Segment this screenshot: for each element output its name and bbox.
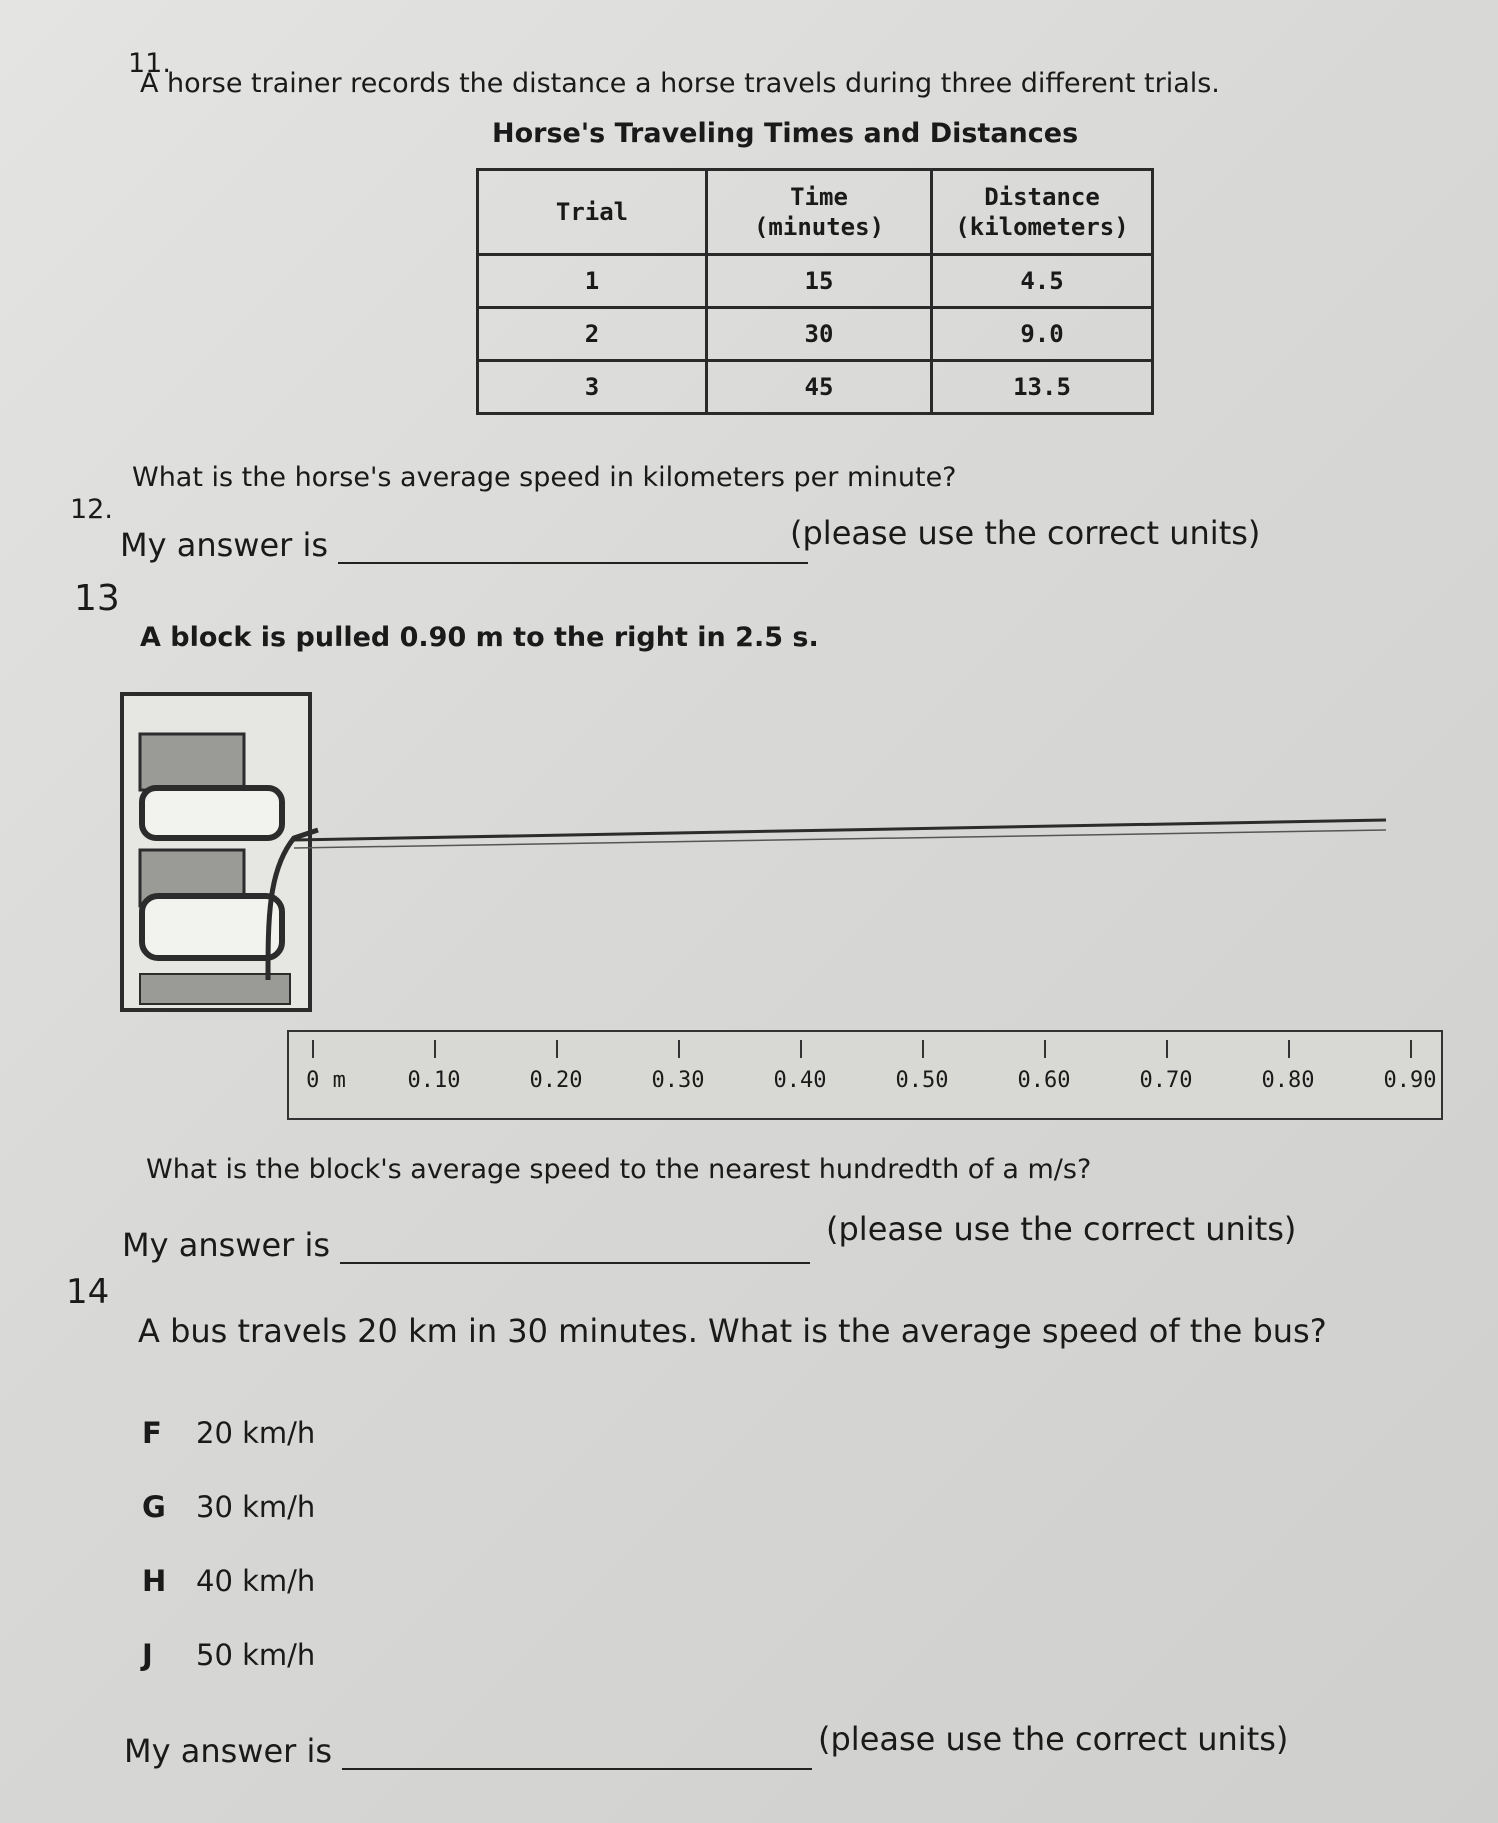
header-time-line2: (minutes) — [753, 213, 885, 241]
q12-answer-prompt: My answer is — [120, 526, 329, 564]
ruler-tick — [922, 1040, 924, 1058]
ruler-label: 0.40 — [773, 1068, 827, 1093]
ruler-label: 0.60 — [1017, 1068, 1071, 1093]
ruler-tick — [678, 1040, 680, 1058]
q14-question: A bus travels 20 km in 30 minutes. What is the average speed of the bus? — [138, 1312, 1327, 1350]
q12-answer-line — [120, 526, 808, 564]
choice-letter: F — [142, 1416, 162, 1450]
ruler-label: 0.80 — [1261, 1068, 1315, 1093]
header-trial-label: Trial — [555, 198, 629, 226]
choice-text: 40 km/h — [196, 1564, 316, 1598]
choice-text: 50 km/h — [196, 1638, 316, 1672]
cell-time: 15 — [707, 255, 932, 308]
q13-number: 13 — [74, 578, 120, 619]
q14-number: 14 — [66, 1272, 110, 1312]
q12-question: What is the horse's average speed in kilometers per minute? — [132, 462, 957, 493]
choice-letter: J — [142, 1638, 153, 1672]
cell-trial: 3 — [478, 361, 707, 414]
ruler-tick — [1166, 1040, 1168, 1058]
q12-number: 12. — [70, 494, 113, 525]
cell-distance: 13.5 — [932, 361, 1153, 414]
pulled-block-illustration — [118, 690, 1388, 1020]
table-title: Horse's Traveling Times and Distances — [492, 118, 1079, 149]
header-time-line1: Time — [790, 183, 848, 211]
q13-answer-blank[interactable] — [340, 1232, 810, 1264]
q13-units-note: (please use the correct units) — [826, 1210, 1297, 1248]
choice-j[interactable] — [142, 1638, 315, 1672]
q13-answer-prompt: My answer is — [122, 1226, 331, 1264]
table-row — [478, 308, 1153, 361]
times-distances-table — [476, 168, 1154, 415]
cell-distance: 4.5 — [932, 255, 1153, 308]
q13-intro: A block is pulled 0.90 m to the right in 2.5 s. — [140, 622, 819, 653]
q13-answer-line — [122, 1226, 810, 1264]
q12-units-note: (please use the correct units) — [790, 514, 1261, 552]
ruler-label: 0.20 — [529, 1068, 583, 1093]
pull-rope — [294, 820, 1386, 840]
choice-h[interactable] — [142, 1564, 315, 1598]
table-row — [478, 361, 1153, 414]
header-distance-line1: Distance — [984, 183, 1100, 211]
block-texture-top — [140, 734, 244, 790]
ruler-tick — [800, 1040, 802, 1058]
ruler-tick — [1410, 1040, 1412, 1058]
choice-f[interactable] — [142, 1416, 315, 1450]
cell-trial: 2 — [478, 308, 707, 361]
header-time — [707, 170, 932, 255]
cell-time: 45 — [707, 361, 932, 414]
ruler-label: 0.50 — [895, 1068, 949, 1093]
pull-rope-shadow — [294, 830, 1386, 848]
header-trial — [478, 170, 707, 255]
q12-answer-blank[interactable] — [338, 532, 808, 564]
ruler-label: 0.90 — [1383, 1068, 1437, 1093]
q11-number: 11. — [128, 48, 171, 79]
ruler-label: 0.30 — [651, 1068, 705, 1093]
cell-distance: 9.0 — [932, 308, 1153, 361]
q14-units-note: (please use the correct units) — [818, 1720, 1289, 1758]
ruler-tick — [1044, 1040, 1046, 1058]
choice-letter: H — [142, 1564, 167, 1598]
header-distance-line2: (kilometers) — [955, 213, 1129, 241]
ruler-label: 0 m — [306, 1068, 346, 1093]
q14-answer-prompt: My answer is — [124, 1732, 333, 1770]
block-hole-bottom — [142, 896, 282, 958]
choice-text: 30 km/h — [196, 1490, 316, 1524]
ruler-tick — [312, 1040, 314, 1058]
q14-answer-blank[interactable] — [342, 1738, 812, 1770]
header-distance — [932, 170, 1153, 255]
q13-question: What is the block's average speed to the nearest hundredth of a m/s? — [146, 1154, 1092, 1185]
choice-letter: G — [142, 1490, 166, 1524]
cell-trial: 1 — [478, 255, 707, 308]
ruler-label: 0.70 — [1139, 1068, 1193, 1093]
choice-g[interactable] — [142, 1490, 315, 1524]
ruler-tick — [1288, 1040, 1290, 1058]
choice-text: 20 km/h — [196, 1416, 316, 1450]
q11-intro: A horse trainer records the distance a horse travels during three different trials. — [140, 68, 1220, 99]
ruler-label: 0.10 — [407, 1068, 461, 1093]
ruler-tick — [434, 1040, 436, 1058]
ruler-tick — [556, 1040, 558, 1058]
table-row — [478, 255, 1153, 308]
q14-answer-line — [124, 1732, 812, 1770]
cell-time: 30 — [707, 308, 932, 361]
block-hole-top — [142, 788, 282, 838]
table-header-row — [478, 170, 1153, 255]
